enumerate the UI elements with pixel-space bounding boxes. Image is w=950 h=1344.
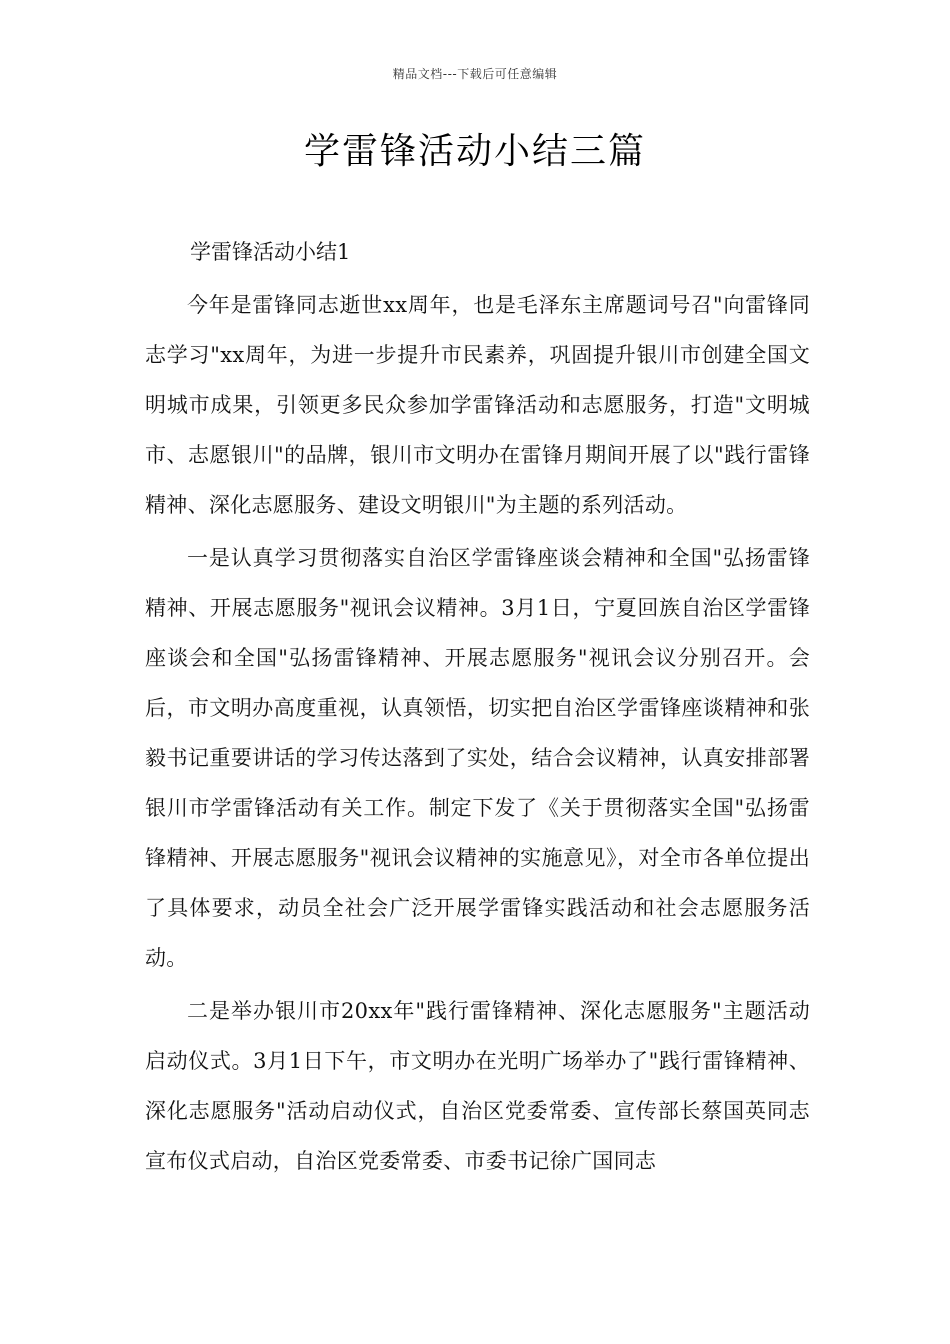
section-heading: 学雷锋活动小结1 xyxy=(190,240,351,264)
paragraph-1: 今年是雷锋同志逝世xx周年，也是毛泽东主席题词号召"向雷锋同志学习"xx周年，为进一步提升市民素养，巩固提升银川市创建全国文明城市成果，引领更多民众参加学雷锋活动和志愿服务，打造"文明城市、志愿银川"的品牌，银川市文明办在雷锋月期间开展了以"践行雷锋精神、深化志愿服务、建设文明银川"为主题的系列活动。 xyxy=(145,293,810,517)
paragraph-2: 一是认真学习贯彻落实自治区学雷锋座谈会精神和全国"弘扬雷锋精神、开展志愿服务"视讯会议精神。3月1日，宁夏回族自治区学雷锋座谈会和全国"弘扬雷锋精神、开展志愿服务"视讯会议分别召开。会后，市文明办高度重视，认真领悟，切实把自治区学雷锋座谈精神和张毅书记重要讲话的学习传达落到了实处，结合会议精神，认真安排部署银川市学雷锋活动有关工作。制定下发了《关于贯彻落实全国"弘扬雷锋精神、开展志愿服务"视讯会议精神的实施意见》，对全市各单位提出了具体要求，动员全社会广泛开展学雷锋实践活动和社会志愿服务活动。 xyxy=(145,546,810,970)
paragraph-3: 二是举办银川市20xx年"践行雷锋精神、深化志愿服务"主题活动启动仪式。3月1日下午，市文明办在光明广场举办了"践行雷锋精神、深化志愿服务"活动启动仪式，自治区党委常委、宣传部长蔡国英同志宣布仪式启动，自治区党委常委、市委书记徐广国同志 xyxy=(145,999,810,1173)
body-text xyxy=(145,280,810,1189)
header-note: 精品文档---下载后可任意编辑 xyxy=(392,67,558,81)
document-title: 学雷锋活动小结三篇 xyxy=(303,131,646,172)
